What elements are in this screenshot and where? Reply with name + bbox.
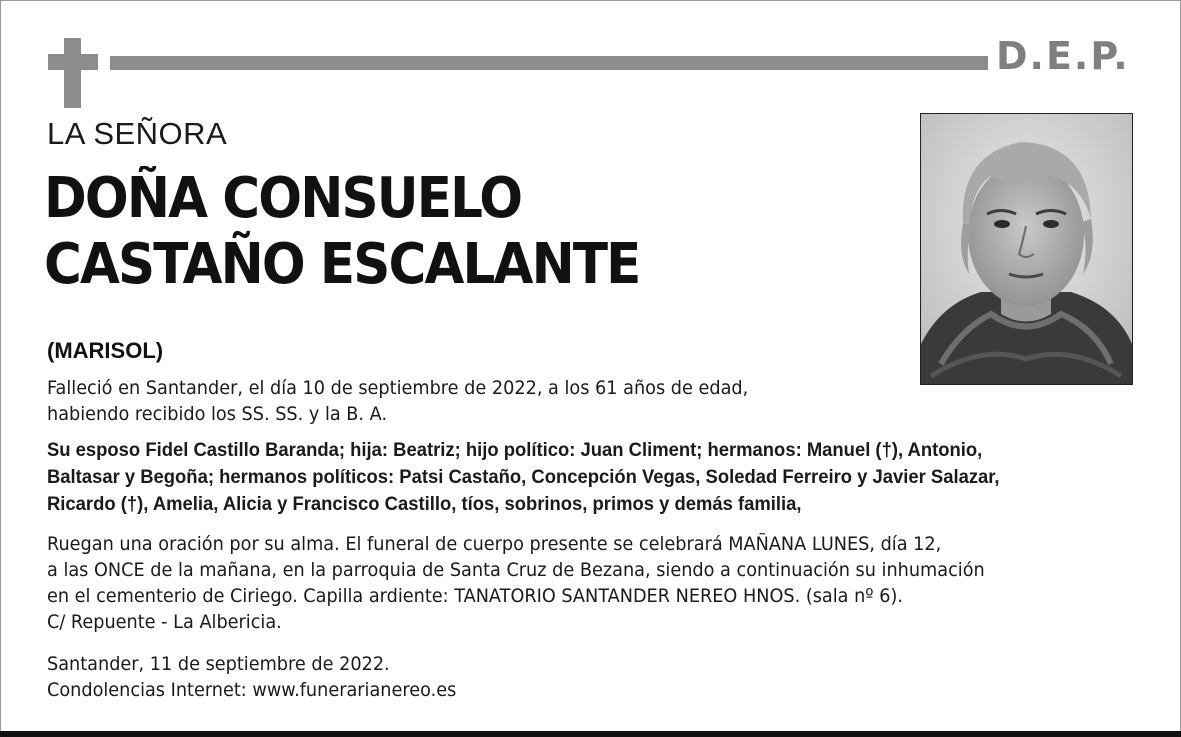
text-line: a las ONCE de la mañana, en la parroquia de Santa Cruz de Bezana, siendo a continuación su inhumación: [47, 559, 985, 581]
dep-label: D.E.P.: [996, 34, 1130, 78]
text-line: Su esposo Fidel Castillo Baranda; hija: Beatriz; hijo político: Juan Climent; hermanos: Manuel (†), Antonio,: [47, 440, 983, 461]
portrait-illustration: [921, 114, 1132, 384]
closing-info: [47, 651, 456, 703]
name-line: DOÑA CONSUELO: [44, 166, 522, 231]
text-line: habiendo recibido los SS. SS. y la B. A.: [47, 403, 388, 425]
text-line: en el cementerio de Ciriego. Capilla ardiente: TANATORIO SANTANDER NEREO HNOS. (sala nº 6).: [47, 585, 904, 607]
family-list: [47, 437, 1000, 518]
death-notice: [47, 375, 748, 427]
funeral-details: [47, 531, 985, 635]
text-line: Ricardo (†), Amelia, Alicia y Francisco Castillo, tíos, sobrinos, primos y demás familia,: [47, 494, 802, 515]
text-line: Falleció en Santander, el día 10 de septiembre de 2022, a los 61 años de edad,: [47, 377, 749, 399]
nickname: (MARISOL): [47, 338, 164, 363]
bottom-bar: [0, 731, 1181, 737]
text-line: Baltasar y Begoña; hermanos políticos: Patsi Castaño, Concepción Vegas, Soledad Ferreiro y Javier Salazar,: [47, 467, 1000, 488]
date-line: Santander, 11 de septiembre de 2022.: [47, 653, 390, 675]
honorific-title: LA SEÑORA: [47, 116, 228, 151]
portrait-photo: [920, 113, 1133, 385]
cross-icon: [48, 38, 98, 108]
name-line: CASTAÑO ESCALANTE: [44, 232, 640, 297]
condolences-link: Condolencias Internet: www.funerarianereo.es: [47, 679, 457, 701]
header-rule: [110, 56, 988, 70]
deceased-name: [44, 166, 640, 298]
text-line: C/ Repuente - La Albericia.: [47, 611, 282, 633]
text-line: Ruegan una oración por su alma. El funeral de cuerpo presente se celebrará MAÑANA LUNES, día 12,: [47, 533, 942, 555]
